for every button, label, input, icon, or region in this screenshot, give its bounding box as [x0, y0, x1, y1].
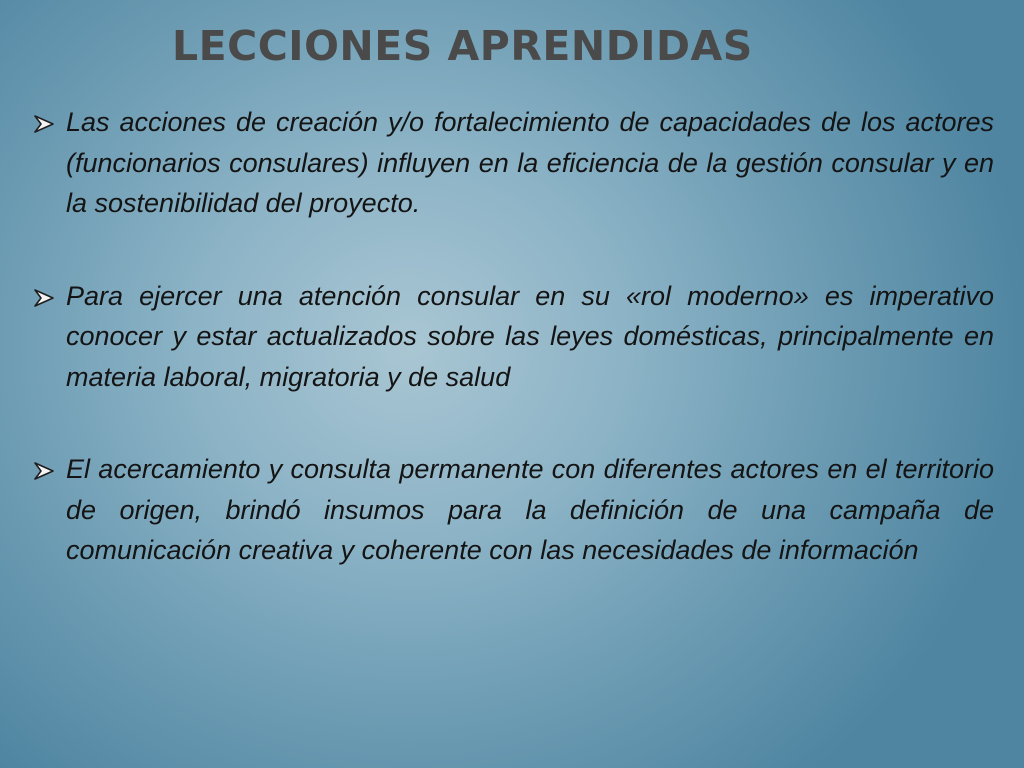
- arrowhead-bullet-icon: [32, 461, 56, 481]
- bullet-list: [32, 102, 994, 623]
- bullet-item: [32, 102, 994, 224]
- arrowhead-bullet-icon: [32, 114, 56, 134]
- bullet-item: [32, 276, 994, 398]
- bullet-item: [32, 449, 994, 571]
- bullet-text: Para ejercer una atención consular en su «rol moderno» es imperativo conocer y estar actualizados sobre las leyes domésticas, principalmente en materia laboral, migratoria y de salud: [66, 280, 994, 392]
- bullet-text: El acercamiento y consulta permanente con diferentes actores en el territorio de origen, brindó insumos para la definición de una campaña de comunicación creativa y coherente con las necesidades de información: [66, 454, 994, 565]
- bullet-text: Las acciones de creación y/o fortalecimiento de capacidades de los actores (funcionarios consulares) influyen en la eficiencia de la gestión consular y en la sostenibilidad del proyecto.: [66, 107, 994, 218]
- arrowhead-bullet-icon: [32, 288, 56, 308]
- slide-title: LECCIONES APRENDIDAS: [172, 22, 753, 70]
